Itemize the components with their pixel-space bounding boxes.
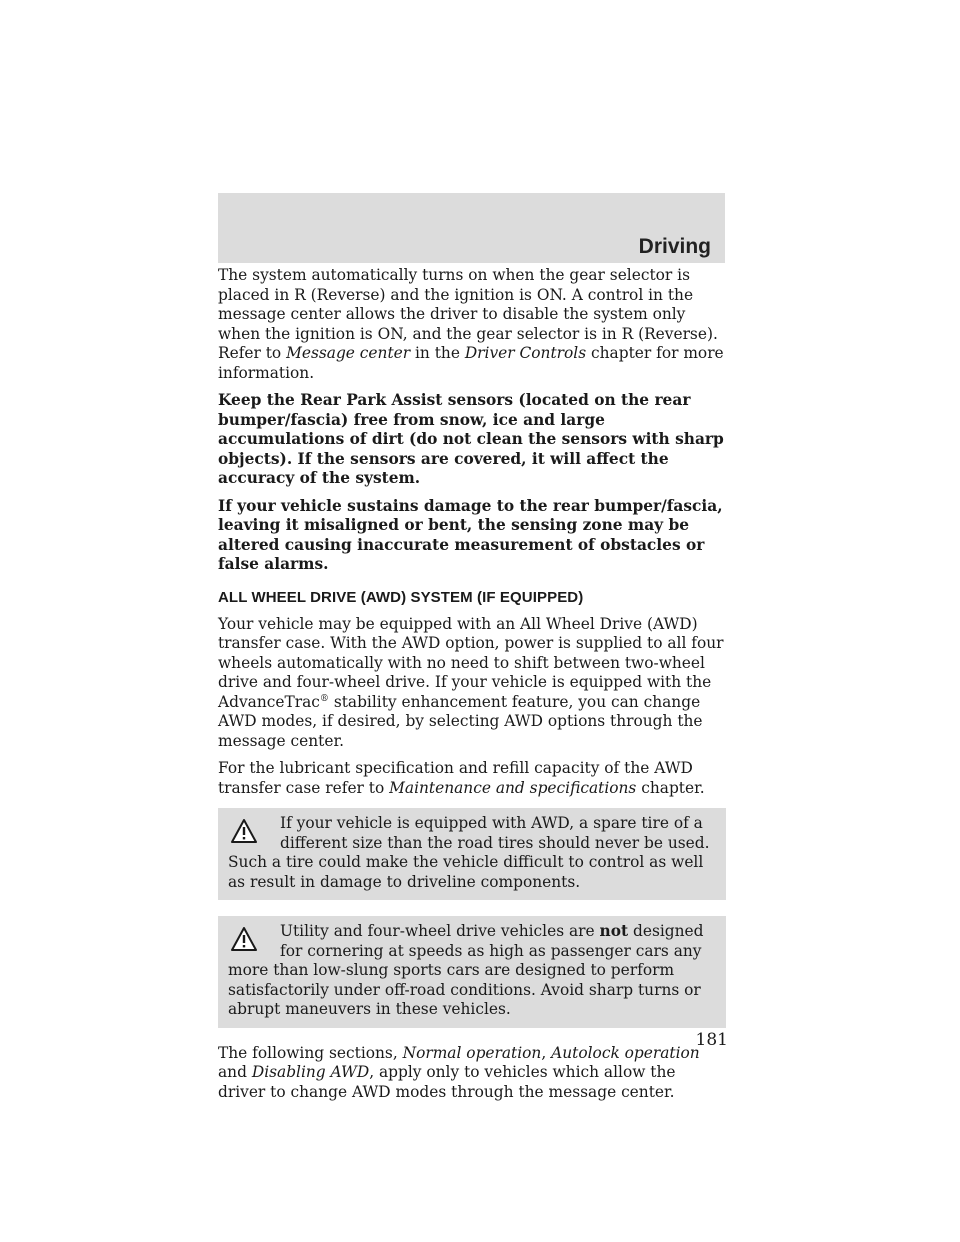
warning-text-spare-tire: If your vehicle is equipped with AWD, a spare tire of a different size than the road tires should never be used. Such a tire could make the vehicle difficult to control as well as result in damage to driveline components. [228,814,710,891]
bumper-damage-note: If your vehicle sustains damage to the rear bumper/fascia, leaving it misaligned or bent, the sensing zone may be altered causing inaccurate measurement of obstacles or false alarms. [218,496,723,573]
awd-intro-paragraph: Your vehicle may be equipped with an All Wheel Drive (AWD) transfer case. With the AWD option, power is supplied to all four wheels automatically with no need to shift between two-wheel drive and four-wheel drive. If your vehicle is equipped with the AdvanceTrac® stability enhancement feature, you can change AWD modes, if desired, by selecting AWD options through the message center. [218,614,724,750]
driver-controls-ref: Driver Controls [464,344,587,362]
page-content [218,266,726,1110]
warning-triangle-icon [230,814,258,846]
normal-operation-ref: Normal operation [402,1043,542,1062]
maintenance-ref: Maintenance and specifications [389,778,637,797]
sensor-cleaning-note: Keep the Rear Park Assist sensors (located on the rear bumper/fascia) free from snow, ice and large accumulations of dirt (do not clean the sensors with sharp objects). If the sensors are covered, it will affect the accuracy of the system. [218,391,724,487]
warning-text-cornering: Utility and four-wheel drive vehicles are not designed for cornering at speeds as high as passenger cars any more than low-slung sports cars are designed to perform satisfactorily under off-road conditions. Avoid sharp turns or abrupt maneuvers in these vehicles. [228,922,704,1018]
message-center-ref: Message center [286,344,411,362]
lubricant-paragraph: For the lubricant specification and refill capacity of the AWD transfer case refer to Maintenance and specifications chapter. [218,759,705,797]
registered-mark: ® [319,693,329,704]
autolock-operation-ref: Autolock operation [551,1043,700,1062]
warning-box-cornering [218,916,726,1028]
emphasis-not: not [599,922,629,940]
page-number: 181 [695,1030,728,1050]
chapter-header [218,193,725,263]
intro-paragraph: The system automatically turns on when the gear selector is placed in R (Reverse) and the ignition is ON. A control in the message center allows the driver to disable the system only when the ignition is ON, and the gear selector is in R (Reverse). Refer to Message center in the Driver Controls chapter for more information. [218,266,724,382]
following-sections-paragraph: The following sections, Normal operation, Autolock operation and Disabling AWD, apply only to vehicles which allow the driver to change AWD modes through the message center. [218,1043,700,1101]
disabling-awd-ref: Disabling AWD [251,1063,370,1081]
chapter-title: Driving [638,235,711,258]
warning-box-spare-tire [218,808,726,900]
warning-triangle-icon [230,922,258,954]
awd-section-heading: ALL WHEEL DRIVE (AWD) SYSTEM (IF EQUIPPED) [218,588,584,606]
